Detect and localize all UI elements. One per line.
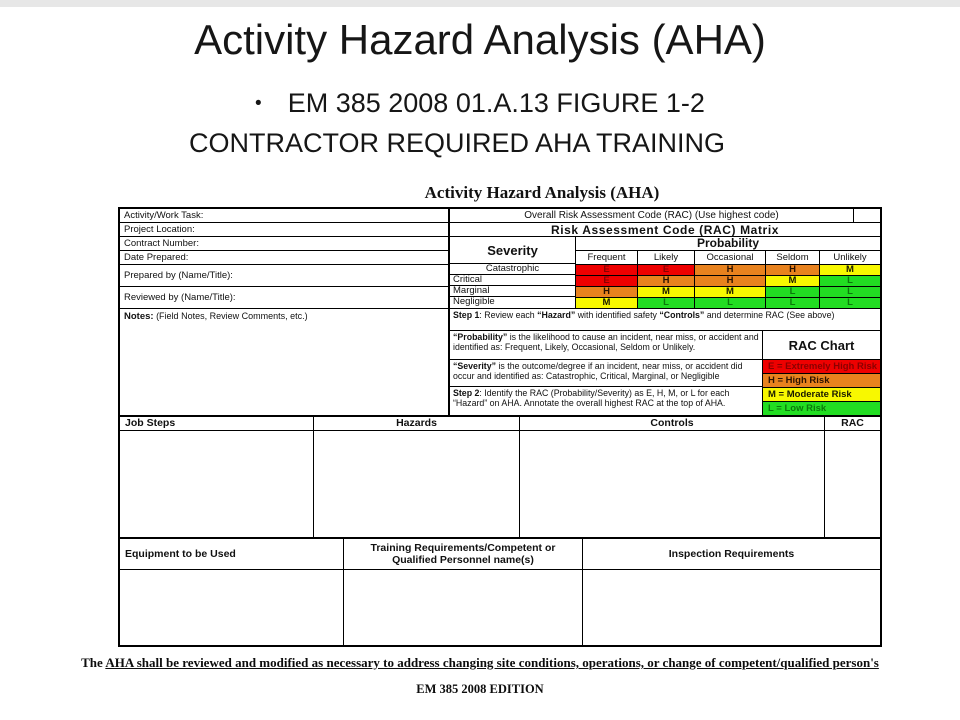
legend-low-risk: L = Low Risk [763,402,880,415]
form-top-section [120,209,880,417]
severity-header: Severity [450,237,575,264]
equipment-cell [120,570,344,645]
job-steps-body-row [120,431,880,539]
rac-cell: H [766,265,820,275]
notes-hint: (Field Notes, Review Comments, etc.) [153,311,308,321]
severity-column [450,237,576,308]
form-title: Activity Hazard Analysis (AHA) [424,183,660,202]
header-rac: RAC [841,417,864,429]
legend-high-risk: H = High Risk [763,374,880,388]
rac-cell: E [638,265,695,275]
overall-rac-value-cell [853,209,880,222]
rac-cell: H [695,265,766,275]
rac-cell: L [766,298,820,308]
footer-note [0,655,960,671]
rac-cell: L [638,298,695,308]
severity-definition: “Severity” is the outcome/degree if an incident, near miss, or accident did occur and identified as: Catastrophic, Critical, Marginal, or Negligible [450,360,762,387]
rac-cell: L [766,287,820,297]
footer-prefix: The [81,655,106,670]
form-right-column [450,209,880,415]
rac-cell: M [695,287,766,297]
rac-cell: L [820,276,880,286]
header-training-requirements: Training Requirements/Competent or Qualified Personnel name(s) [344,539,583,569]
rac-cell: M [576,298,638,308]
probability-header: Probability [576,237,880,251]
rac-cell: L [820,298,880,308]
rac-chart-title: RAC Chart [763,331,880,360]
edition-label: EM 385 2008 EDITION [416,682,544,696]
notes-label: Notes: [124,311,154,322]
probability-col-headers [576,251,880,265]
aha-form [118,207,882,647]
rac-cell: E [576,276,638,286]
overall-rac-label: Overall Risk Assessment Code (RAC) (Use highest code) [524,210,779,221]
header-inspection-requirements: Inspection Requirements [668,547,795,560]
rac-cell: M [638,287,695,297]
slide-subtitle: CONTRACTOR REQUIRED AHA TRAINING [188,128,726,158]
overall-rac-row [450,209,880,223]
equipment-header-row [120,539,880,570]
definitions-column [450,331,762,415]
rac-cell: L [695,298,766,308]
severity-row-label: Catastrophic [450,264,575,275]
form-left-column [120,209,450,415]
job-steps-cell [120,431,314,537]
rac-cell: M [766,276,820,286]
rac-cell: H [638,276,695,286]
bullet-icon: • [255,93,262,114]
rac-matrix-title: Risk Assessment Code (RAC) Matrix [450,223,880,237]
field-project-location: Project Location: [120,223,448,237]
col-header-occasional: Occasional [695,251,766,264]
header-equipment: Equipment to be Used [120,539,344,569]
probability-column [576,237,880,308]
rac-matrix [450,237,880,309]
rac-cell: H [695,276,766,286]
step2-text: Step 2: Identify the RAC (Probability/Severity) as E, H, M, or L for each “Hazard” on AHA. Annotate the overall highest RAC at the top of AHA. [453,388,730,409]
header-job-steps: Job Steps [120,417,314,430]
footer-underlined-text: AHA shall be reviewed and modified as necessary to address changing site conditions, operations, or change of competent/qualified person's [105,655,879,670]
probability-definition: “Probability” is the likelihood to cause an incident, near miss, or accident and identified as: Frequent, Likely, Occasional, Seldom or Unlikely. [450,331,762,360]
legend-moderate-risk: M = Moderate Risk [763,388,880,402]
field-activity-work-task: Activity/Work Task: [120,209,448,223]
step1-text: Step 1: Review each “Hazard” with identified safety “Controls” and determine RAC (See above) [450,309,880,331]
header-hazards: Hazards [314,417,520,430]
controls-cell [520,431,825,537]
rac-cell: L [820,287,880,297]
hazards-cell [314,431,520,537]
job-steps-header-row [120,417,880,431]
field-reviewed-by: Reviewed by (Name/Title): [120,287,448,309]
bullet-line [0,88,960,119]
rac-cell: M [820,265,880,275]
col-header-unlikely: Unlikely [833,252,867,263]
col-header-frequent: Frequent [576,251,638,264]
inspection-cell [583,570,880,645]
col-header-seldom: Seldom [766,251,820,264]
training-cell [344,570,583,645]
notes-cell [120,309,448,415]
legend-extremely-high-risk: E = Extremely High Risk [763,360,880,374]
field-contract-number: Contract Number: [120,237,448,251]
slide-top-strip [0,0,960,7]
rac-chart [762,331,880,415]
steps-area [450,331,880,415]
severity-row-label: Negligible [453,296,495,308]
slide-title: Activity Hazard Analysis (AHA) [194,16,766,63]
header-controls: Controls [520,417,825,430]
col-header-likely: Likely [638,251,695,264]
rac-cell: H [576,287,638,297]
equipment-body-row [120,570,880,645]
severity-row-label: Marginal [450,286,575,297]
field-prepared-by: Prepared by (Name/Title): [120,265,448,287]
rac-cell: E [576,265,638,275]
rac-entry-cell [825,431,880,537]
bullet-text: EM 385 2008 01.A.13 FIGURE 1-2 [287,88,705,118]
severity-row-label: Critical [450,275,575,286]
field-date-prepared: Date Prepared: [120,251,448,265]
matrix-row-negligible [576,298,880,308]
